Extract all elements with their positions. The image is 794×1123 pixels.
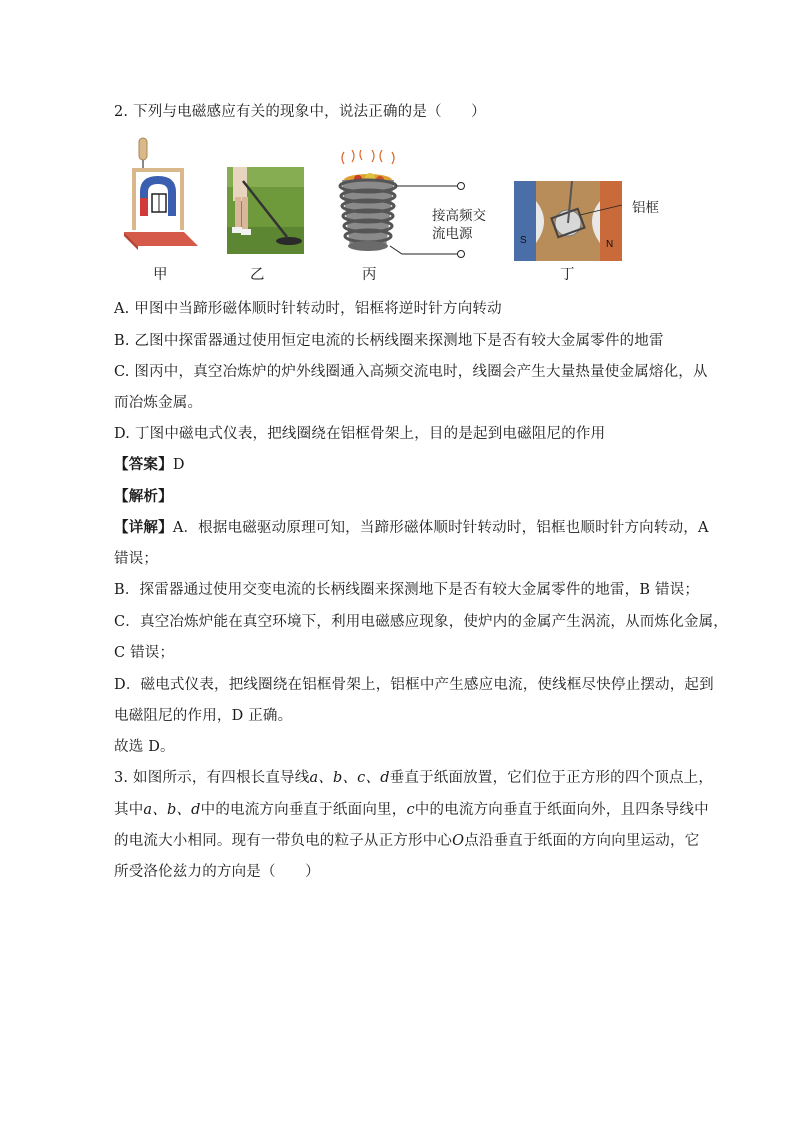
q3-l3-post: 点沿垂直于纸面的方向向里运动，它 <box>464 833 700 849</box>
q3-line1 <box>114 768 713 788</box>
detail-line-a1 <box>114 518 709 538</box>
option-a: A. 甲图中当蹄形磁体顺时针转动时，铝框将逆时针方向转动 <box>114 301 502 317</box>
option-c-line1: C. 图丙中，真空冶炼炉的炉外线圈通入高频交流电时，线圈会产生大量热量使金属熔化，从 <box>114 364 708 380</box>
q3-l1-vars: a、b、c、d <box>309 770 390 786</box>
answer-line <box>114 455 185 475</box>
caption-ding: 丁 <box>560 267 575 283</box>
caption-yi: 乙 <box>250 267 265 283</box>
q3-l2-mid: 中的电流方向垂直于纸面向里， <box>200 802 407 818</box>
detail-tag: 【详解】 <box>114 519 173 536</box>
figure-ding <box>514 181 624 261</box>
caption-jia: 甲 <box>153 267 168 283</box>
ding-s-pole: S <box>520 235 527 246</box>
detail-conclusion: 故选 D。 <box>114 739 175 755</box>
option-c-line2: 而冶炼金属。 <box>114 395 203 411</box>
bing-power-label-2: 流电源 <box>432 226 473 242</box>
q3-l1-post: 垂直于纸面放置，它们位于正方形的四个顶点上， <box>389 770 714 786</box>
answer-value: D <box>172 457 185 473</box>
figure-yi <box>227 167 304 254</box>
q3-l3: 的电流大小相同。现有一带负电的粒子从正方形中心 <box>114 833 453 849</box>
detail-a2: 错误； <box>114 551 159 567</box>
figure-jia <box>122 136 208 252</box>
detail-d2: 电磁阻尼的作用，D 正确。 <box>114 708 293 724</box>
detail-c2: C 错误； <box>114 645 175 661</box>
answer-tag: 【答案】 <box>114 456 173 473</box>
q3-l2-c: c <box>406 802 415 818</box>
q3-l1-pre: 3. 如图所示，有四根长直导线 <box>114 770 310 786</box>
q2-stem: 2. 下列与电磁感应有关的现象中，说法正确的是（ ） <box>114 104 486 120</box>
detail-b: B．探雷器通过使用交变电流的长柄线圈来探测地下是否有较大金属零件的地雷，B 错误； <box>114 582 700 598</box>
detail-c1: C．真空冶炼炉能在真空环境下，利用电磁感应现象，使炉内的金属产生涡流，从而炼化金属， <box>114 614 728 630</box>
detail-d1: D．磁电式仪表，把线圈绕在铝框骨架上，铝框中产生感应电流，使线框尽快停止摆动，起到 <box>114 677 714 693</box>
analysis-line <box>114 487 173 507</box>
option-d: D. 丁图中磁电式仪表，把线圈绕在铝框骨架上，目的是起到电磁阻尼的作用 <box>114 426 606 442</box>
q3-line3 <box>114 831 699 851</box>
bing-power-label-1: 接高频交 <box>432 208 486 224</box>
q3-l2-vars: a、b、d <box>143 802 201 818</box>
q3-l2-pre: 其中 <box>114 802 144 818</box>
ding-frame-label: 铝框 <box>632 200 659 216</box>
option-b: B. 乙图中探雷器通过使用恒定电流的长柄线圈来探测地下是否有较大金属零件的地雷 <box>114 333 664 349</box>
q3-line4: 所受洛伦兹力的方向是（ ） <box>114 864 320 880</box>
detail-a1: A．根据电磁驱动原理可知，当蹄形磁体顺时针转动时，铝框也顺时针方向转动，A <box>172 520 709 536</box>
analysis-tag: 【解析】 <box>114 488 173 505</box>
q3-line2 <box>114 800 709 820</box>
q3-l2-post: 中的电流方向垂直于纸面向外，且四条导线中 <box>414 802 709 818</box>
ding-n-pole: N <box>606 239 614 250</box>
figure-bing <box>330 150 470 260</box>
q3-l3-o: O <box>452 833 465 849</box>
caption-bing: 丙 <box>362 267 377 283</box>
